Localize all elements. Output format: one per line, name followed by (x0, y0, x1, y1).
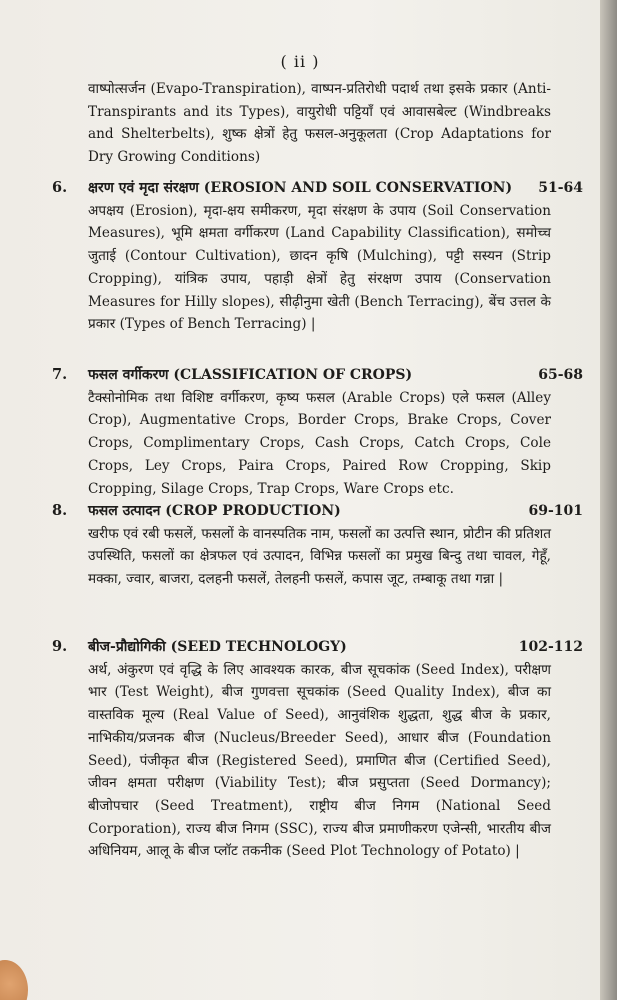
entry-number: 6. (52, 179, 68, 196)
thumb-shadow (0, 960, 28, 1000)
entry-number: 7. (52, 366, 68, 383)
entry-number: 8. (52, 502, 68, 519)
entry-heading (88, 364, 583, 387)
entry-pages: 102-112 (518, 639, 583, 655)
entry-pages: 69-101 (528, 503, 583, 519)
entry-title: फसल वर्गीकरण (CLASSIFICATION OF CROPS) (88, 367, 413, 383)
entry-body: अपक्षय (Erosion), मृदा-क्षय समीकरण, मृदा संरक्षण के उपाय (Soil Conservation Measures), भूमि क्षमता वर्गीकरण (Land Capability Classification), समोच्च जुताई (Contour Cultivation), छादन कृषि (Mulching), पट्टी सस्यन (Strip Cropping), यांत्रिक उपाय, पहाड़ी क्षेत्रों हेतु संरक्षण उपाय (Conservation Measures for Hilly slopes), सीढ़ीनुमा खेती (Bench Terracing), बेंच उत्तल के प्रकार (Types of Bench Terracing) | (88, 202, 551, 333)
entry-heading (88, 636, 583, 659)
page-edge (600, 0, 617, 1000)
entry-title: बीज-प्रौद्योगिकी (SEED TECHNOLOGY) (88, 639, 347, 655)
entry-body: टैक्सोनोमिक तथा विशिष्ट वर्गीकरण, कृष्य फसल (Arable Crops) एले फसल (Alley Crop), Augmentative Crops, Border Crops, Brake Crops, Cover Crops, Complimentary Crops, Cash Crops, Catch Crops, Cole Crops, Ley Crops, Paira Crops, Paired Row Cropping, Skip Cropping, Silage Crops, Trap Crops, Ware Crops etc. (88, 389, 551, 497)
entry-number: 9. (52, 638, 68, 655)
entry-pages: 51-64 (538, 180, 583, 196)
entry-pages: 65-68 (538, 367, 583, 383)
entry-heading (88, 500, 583, 523)
entry-body: खरीफ एवं रबी फसलें, फसलों के वानस्पतिक नाम, फसलों का उत्पत्ति स्थान, प्रोटीन की प्रतिशत उपस्थिति, फसलों का क्षेत्रफल एवं उत्पादन, विभिन्न फसलों का प्रमुख बिन्दु तथा चावल, गेहूँ, मक्का, ज्वार, बाजरा, दलहनी फसलें, तेलहनी फसलें, कपास जूट, तम्बाकू तथा गन्ना | (88, 525, 551, 588)
entry-title: फसल उत्पादन (CROP PRODUCTION) (88, 503, 341, 519)
page-number: ( ii ) (280, 52, 320, 71)
continued-text: वाष्पोत्सर्जन (Evapo-Transpiration), वाष्पन-प्रतिरोधी पदार्थ तथा इसके प्रकार (Anti-Transpirants and its Types), वायुरोधी पट्टियाँ एवं आवासबेल्ट (Windbreaks and Shelterbelts), शुष्क क्षेत्रों हेतु फसल-अनुकूलता (Crop Adaptations for Dry Growing Conditions) (88, 81, 551, 166)
entry-body: अर्थ, अंकुरण एवं वृद्धि के लिए आवश्यक कारक, बीज सूचकांक (Seed Index), परीक्षण भार (Test Weight), बीज गुणवत्ता सूचकांक (Seed Quality Index), बीज का वास्तविक मूल्य (Real Value of Seed), आनुवंशिक शुद्धता, शुद्ध बीज के प्रकार, नाभिकीय/प्रजनक बीज (Nucleus/Breeder Seed), आधार बीज (Foundation Seed), पंजीकृत बीज (Registered Seed), प्रमाणित बीज (Certified Seed), जीवन क्षमता परीक्षण (Viability Test); बीज प्रसुप्तता (Seed Dormancy); बीजोपचार (Seed Treatment), राष्ट्रीय बीज निगम (National Seed Corporation), राज्य बीज निगम (SSC), राज्य बीज प्रमाणीकरण एजेन्सी, भारतीय बीज अधिनियम, आलू के बीज प्लॉट तकनीक (Seed Plot Technology of Potato) | (88, 661, 551, 860)
entry-heading (88, 177, 583, 200)
entry-title: क्षरण एवं मृदा संरक्षण (EROSION AND SOIL CONSERVATION) (88, 180, 513, 196)
